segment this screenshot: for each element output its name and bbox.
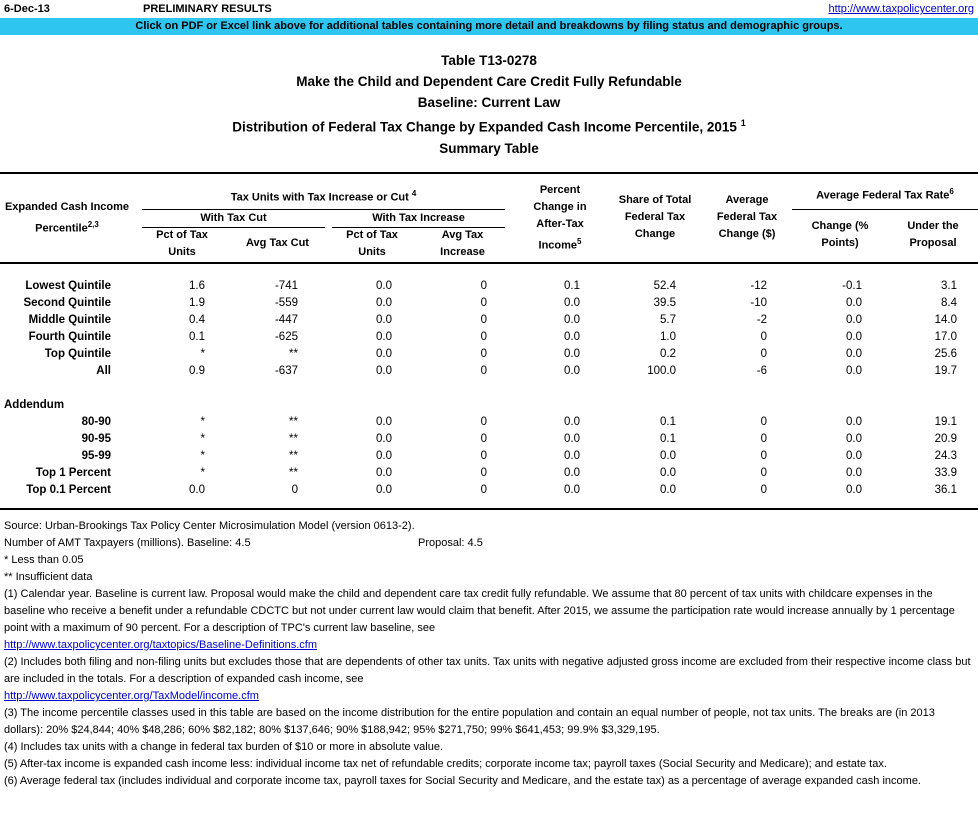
insufficient-note: ** Insufficient data — [4, 571, 93, 583]
table-id: Table T13-0278 — [441, 53, 537, 68]
table-cell: 0.1 — [660, 416, 676, 428]
table-cell: 0.0 — [846, 331, 862, 343]
table-cell: -637 — [274, 365, 298, 377]
table-cell: 0.0 — [376, 314, 392, 326]
table-cell: ** — [289, 416, 298, 428]
table-cell: ** — [289, 348, 298, 360]
table-cell: 1.9 — [189, 297, 205, 309]
table-cell: 0.0 — [376, 450, 392, 462]
table-cell: 0.0 — [846, 467, 862, 479]
addendum-label: Addendum — [4, 399, 65, 411]
table-cell: 0.0 — [564, 467, 580, 479]
note-1: (1) Calendar year. Baseline is current law. Proposal would make the child and dependent care tax credit fully refundable. We assume that 80 percent of tax units with childcare expenses in the baseline who receive a benefit under a refundable CDCTC but not under current law would claim that benefit. After 2015, we assume the participation rate would increase annually by 1 percentage point with a maximum of 90 percent. For a description of TPC's current law baseline, see — [4, 588, 955, 634]
report-date: 6-Dec-13 — [4, 3, 50, 15]
row-label: Top Quintile — [44, 348, 111, 360]
avg-change-header: Average Federal Tax Change ($) — [716, 194, 778, 240]
table-cell: 0.4 — [189, 314, 205, 326]
table-cell: 0.0 — [660, 450, 676, 462]
table-cell: 0.0 — [564, 484, 580, 496]
row-label: Middle Quintile — [28, 314, 111, 326]
table-cell: 0 — [760, 450, 767, 462]
table-cell: 0.0 — [376, 416, 392, 428]
pct-units-inc-header: Pct of Tax Units — [346, 229, 398, 258]
avg-rate-header: Average Federal Tax Rate$^6$ — [816, 187, 954, 202]
pct-units-cut-header: Pct of Tax Units — [156, 229, 208, 258]
note-6: (6) Average federal tax (includes individual and corporate income tax, payroll taxes for Social Security and Medicare, and the estate tax) as a percentage of average expanded cash income. — [4, 775, 921, 787]
table-cell: 0 — [480, 348, 487, 360]
table-cell: -559 — [274, 297, 298, 309]
table-cell: 0.0 — [376, 348, 392, 360]
table-cell: 0.1 — [660, 433, 676, 445]
table-cell: 0 — [480, 484, 487, 496]
table-cell: 0 — [760, 416, 767, 428]
table-cell: 24.3 — [934, 450, 957, 462]
table-cell: 52.4 — [653, 280, 676, 292]
status-label: PRELIMINARY RESULTS — [143, 3, 272, 15]
table-cell: 0 — [480, 467, 487, 479]
note-5: (5) After-tax income is expanded cash income less: individual income tax net of refundable credits; corporate income tax; payroll taxes (Social Security and Medicare); and estate tax. — [4, 758, 887, 770]
table-cell: ** — [289, 450, 298, 462]
header-top-rule — [0, 172, 978, 174]
share-header: Share of Total Federal Tax Change — [618, 194, 692, 240]
table-cell: 39.5 — [653, 297, 676, 309]
table-cell: 0.1 — [564, 280, 580, 292]
table-cell: ** — [289, 467, 298, 479]
table-cell: 0.0 — [660, 484, 676, 496]
table-cell: 17.0 — [934, 331, 957, 343]
table-cell: -447 — [274, 314, 298, 326]
row-label: All — [96, 365, 111, 377]
table-cell: 19.7 — [934, 365, 957, 377]
table-cell: 0.0 — [846, 416, 862, 428]
table-cell: 0 — [760, 348, 767, 360]
table-cell: 1.0 — [660, 331, 676, 343]
table-cell: 36.1 — [934, 484, 957, 496]
source-note: Source: Urban-Brookings Tax Policy Center Microsimulation Model (version 0613-2). — [4, 520, 415, 532]
table-cell: * — [200, 416, 205, 428]
table-cell: 0 — [760, 433, 767, 445]
table-cell: 0.0 — [846, 365, 862, 377]
pct-change-header: Percent Change in After-Tax Income$^5$ — [533, 184, 587, 252]
table-cell: * — [200, 450, 205, 462]
table-cell: 0 — [480, 365, 487, 377]
table-cell: 0.0 — [376, 484, 392, 496]
baseline-link[interactable]: http://www.taxpolicycenter.org/taxtopics/Baseline-Definitions.cfm — [4, 639, 318, 651]
table-cell: 0.0 — [376, 297, 392, 309]
top-bar — [0, 0, 978, 18]
table-cell: 0.0 — [564, 348, 580, 360]
table-cell: * — [200, 467, 205, 479]
table-cell: 0 — [480, 314, 487, 326]
table-cell: 8.4 — [941, 297, 957, 309]
table-cell: 0.2 — [660, 348, 676, 360]
row-label: 95-99 — [81, 450, 111, 462]
table-cell: 100.0 — [647, 365, 676, 377]
footnotes — [4, 518, 976, 790]
table-cell: 0.0 — [564, 365, 580, 377]
table-cell: 0.0 — [846, 297, 862, 309]
row-label: 80-90 — [81, 416, 111, 428]
table-cell: 14.0 — [934, 314, 957, 326]
table-cell: 0 — [480, 433, 487, 445]
table-cell: 0.0 — [660, 467, 676, 479]
note-2: (2) Includes both filing and non-filing units but excludes those that are dependents of other tax units. Tax units with negative adjusted gross income are excluded from their respective income class but are included in the totals. For a description of expanded cash income, see — [4, 656, 971, 685]
table-cell: 0.0 — [846, 450, 862, 462]
table-cell: 5.7 — [660, 314, 676, 326]
note-4: (4) Includes tax units with a change in federal tax burden of $10 or more in absolute value. — [4, 741, 444, 753]
table-cell: 0 — [291, 484, 298, 496]
table-cell: -625 — [274, 331, 298, 343]
with-increase-header: With Tax Increase — [372, 212, 465, 224]
table-cell: 0.0 — [189, 484, 205, 496]
avg-cut-header: Avg Tax Cut — [246, 237, 309, 249]
change-pts-header: Change (% Points) — [811, 220, 869, 249]
table-cell: 19.1 — [934, 416, 957, 428]
table-cell: 0.0 — [376, 433, 392, 445]
table-cell: 0.0 — [376, 280, 392, 292]
table-cell: 0 — [480, 280, 487, 292]
table-cell: 0.0 — [846, 314, 862, 326]
table-cell: 0.0 — [564, 297, 580, 309]
row-label-header: Expanded Cash Income Percentile$^{2,3}$ — [4, 201, 130, 235]
table-cell: 33.9 — [934, 467, 957, 479]
row-label: Lowest Quintile — [25, 280, 111, 292]
table-cell: -741 — [274, 280, 298, 292]
with-cut-header: With Tax Cut — [200, 212, 267, 224]
table-cell: -10 — [750, 297, 767, 309]
table-cell: 25.6 — [934, 348, 957, 360]
tax-units-header: Tax Units with Tax Increase or Cut $^4$ — [230, 189, 417, 204]
income-link[interactable]: http://www.taxpolicycenter.org/TaxModel/income.cfm — [4, 690, 259, 702]
table-cell: 0.0 — [376, 331, 392, 343]
distribution-title: Distribution of Federal Tax Change by Expanded Cash Income Percentile, 2015 $^1$ — [232, 118, 746, 135]
table-cell: 0 — [480, 450, 487, 462]
table-cell: * — [200, 348, 205, 360]
table-cell: -6 — [756, 365, 767, 377]
baseline-title: Baseline: Current Law — [417, 95, 561, 110]
table-cell: 0 — [480, 416, 487, 428]
info-banner: Click on PDF or Excel link above for additional tables containing more detail and breakdowns by filing status and demographic groups. — [0, 18, 978, 35]
row-label: Top 0.1 Percent — [26, 484, 111, 496]
summary-title: Summary Table — [439, 140, 539, 156]
table-cell: 0.0 — [846, 484, 862, 496]
row-label: Top 1 Percent — [35, 467, 111, 479]
table-cell: -2 — [756, 314, 767, 326]
table-cell: 0.0 — [564, 416, 580, 428]
table-titles — [0, 50, 978, 159]
table-cell: 0.0 — [376, 467, 392, 479]
avg-rate-rule — [792, 209, 978, 210]
table-cell: 0 — [760, 484, 767, 496]
table-cell: 0.0 — [846, 348, 862, 360]
table-cell: 20.9 — [934, 433, 957, 445]
table-cell: 0 — [480, 331, 487, 343]
table-cell: 0 — [480, 297, 487, 309]
table-cell: 0 — [760, 331, 767, 343]
table-cell: 0 — [760, 467, 767, 479]
header-bottom-rule — [0, 262, 978, 264]
table-cell: ** — [289, 433, 298, 445]
table-cell: 0.0 — [846, 433, 862, 445]
row-label: Fourth Quintile — [28, 331, 111, 343]
table-cell: * — [200, 433, 205, 445]
table-cell: 1.6 — [189, 280, 205, 292]
table-cell: 0.0 — [564, 433, 580, 445]
table-cell: -12 — [750, 280, 767, 292]
table-bottom-rule — [0, 508, 978, 510]
avg-inc-header: Avg Tax Increase — [440, 229, 485, 258]
table-cell: 3.1 — [941, 280, 957, 292]
row-label: Second Quintile — [23, 297, 111, 309]
table-cell: 0.9 — [189, 365, 205, 377]
row-label: 90-95 — [81, 433, 111, 445]
table-title: Make the Child and Dependent Care Credit Fully Refundable — [296, 74, 682, 89]
table-cell: -0.1 — [842, 280, 862, 292]
table-cell: 0.0 — [376, 365, 392, 377]
less-note: * Less than 0.05 — [4, 554, 84, 566]
table-cell: 0.0 — [564, 331, 580, 343]
table-cell: 0.0 — [564, 314, 580, 326]
under-proposal-header: Under the Proposal — [907, 220, 959, 249]
site-link[interactable]: http://www.taxpolicycenter.org — [828, 3, 974, 15]
table-cell: 0.1 — [189, 331, 205, 343]
note-3: (3) The income percentile classes used in this table are based on the income distribution for the entire population and contain an equal number of people, not tax units. The breaks are (in 2013 dollars): 20% $24,844; 40% $48,286; 60% $82,182; 80% $137,646; 90% $188,942; 95% $271,750; 99% $641,453; 99.9% $3,329,195. — [4, 707, 935, 736]
amt-note: Number of AMT Taxpayers (millions). Baseline: 4.5 Proposal: 4.5 — [4, 537, 483, 549]
table-cell: 0.0 — [564, 450, 580, 462]
